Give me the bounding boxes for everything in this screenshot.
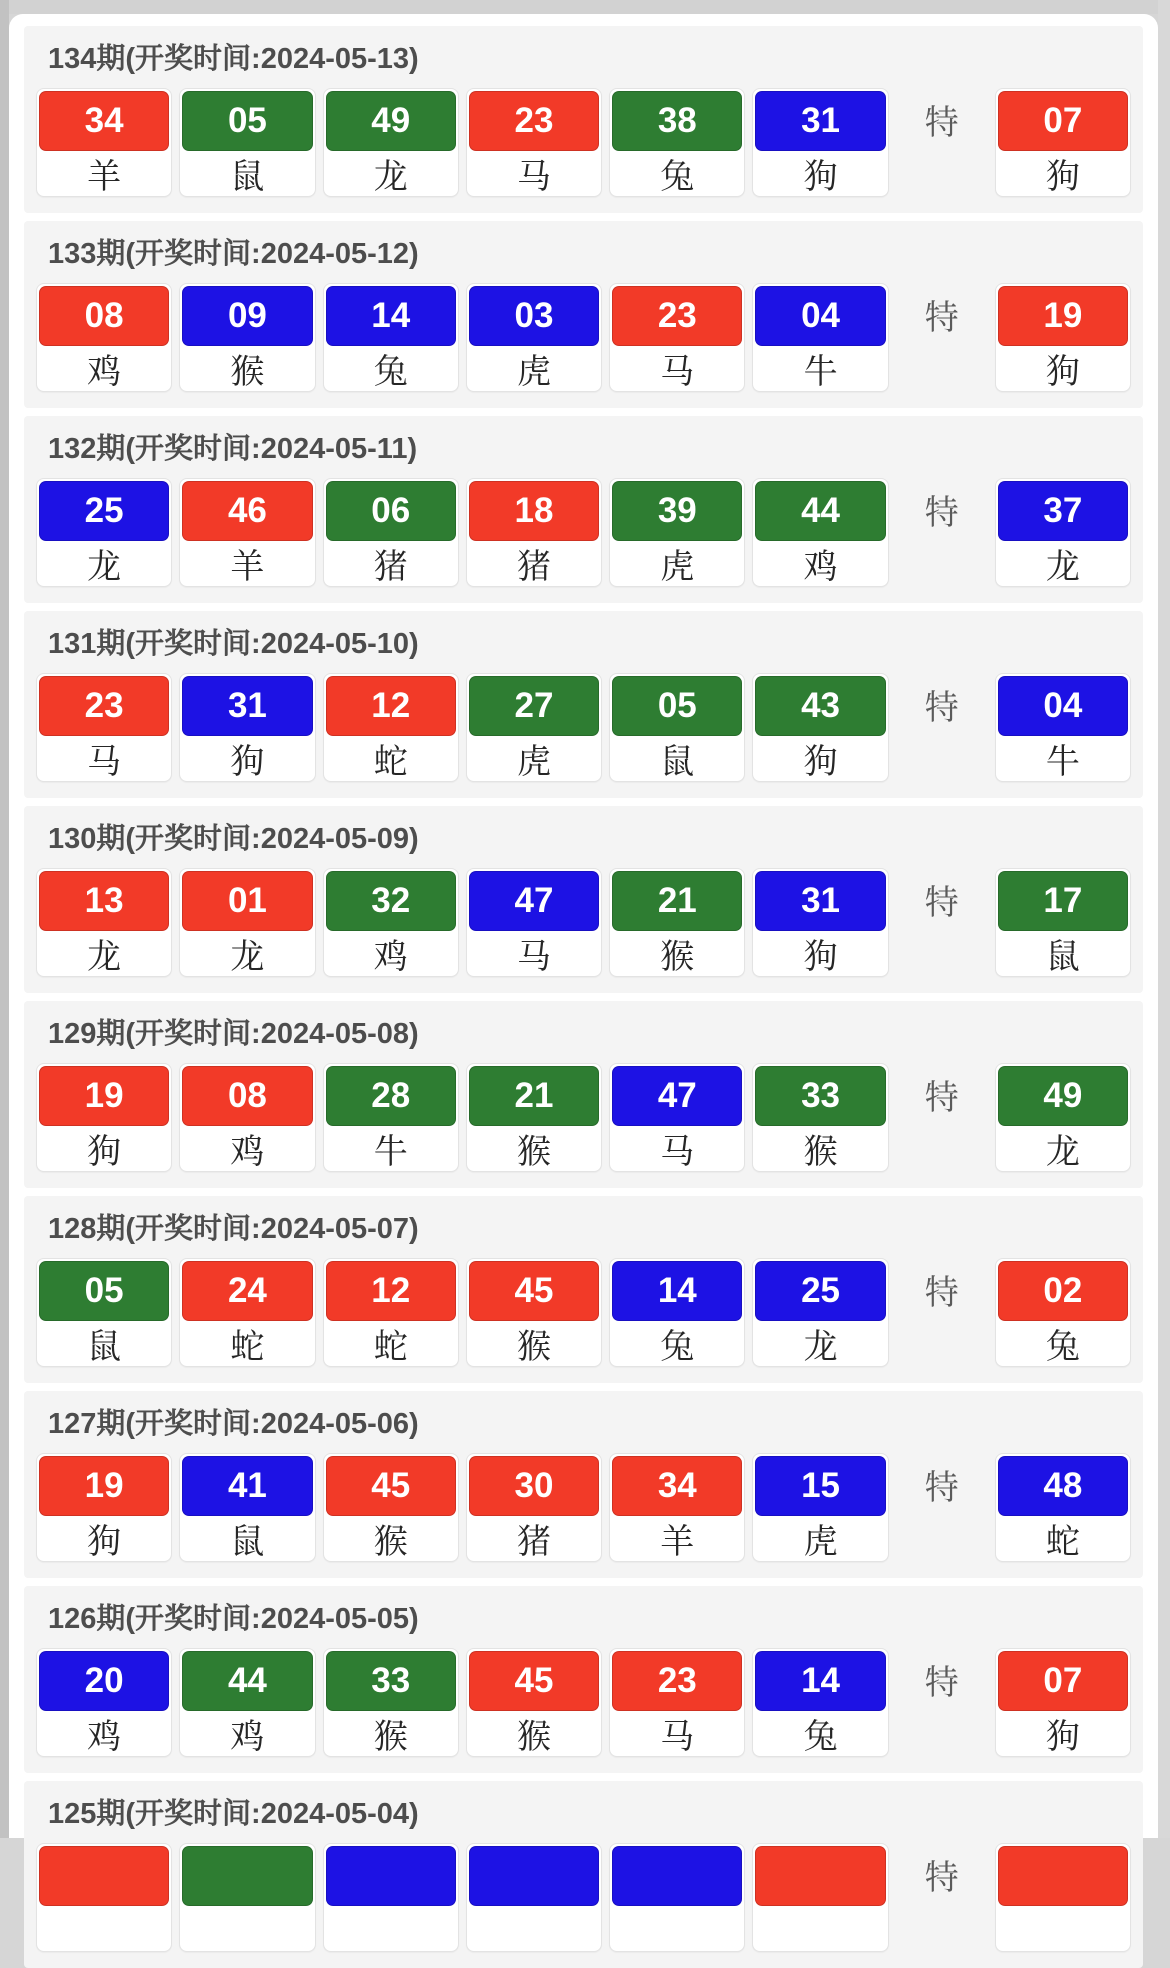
number-ball: 33 bbox=[755, 1066, 885, 1126]
zodiac-label: 狗 bbox=[1045, 353, 1080, 391]
number-ball: 34 bbox=[612, 1456, 742, 1516]
number-ball: 07 bbox=[998, 1651, 1128, 1711]
number-ball: 33 bbox=[326, 1651, 456, 1711]
number-cell bbox=[36, 1258, 172, 1367]
zodiac-label: 狗 bbox=[803, 938, 838, 976]
number-cell bbox=[609, 1063, 745, 1172]
zodiac-label bbox=[998, 1906, 1128, 1951]
special-marker-label: 特 bbox=[924, 688, 959, 727]
number-ball: 31 bbox=[755, 91, 885, 151]
number-cell bbox=[36, 1063, 172, 1172]
zodiac-label: 鸡 bbox=[230, 1133, 265, 1171]
zodiac-label: 龙 bbox=[803, 1328, 838, 1366]
number-ball: 12 bbox=[326, 676, 456, 736]
number-cell bbox=[752, 88, 888, 197]
special-number-cell bbox=[995, 673, 1131, 782]
special-number-cell bbox=[995, 1063, 1131, 1172]
zodiac-label: 龙 bbox=[87, 548, 122, 586]
number-ball: 32 bbox=[326, 871, 456, 931]
zodiac-label: 龙 bbox=[373, 158, 408, 196]
special-marker-label: 特 bbox=[924, 493, 959, 532]
zodiac-label: 鼠 bbox=[660, 743, 695, 781]
number-ball: 04 bbox=[755, 286, 885, 346]
number-ball: 24 bbox=[182, 1261, 312, 1321]
zodiac-label: 鼠 bbox=[230, 1523, 265, 1561]
special-marker-label: 特 bbox=[924, 1273, 959, 1312]
number-ball: 37 bbox=[998, 481, 1128, 541]
period-title: 126期(开奖时间:2024-05-05) bbox=[48, 1603, 419, 1635]
zodiac-label bbox=[469, 1906, 599, 1951]
zodiac-label: 猪 bbox=[373, 548, 408, 586]
number-ball: 04 bbox=[998, 676, 1128, 736]
zodiac-label bbox=[612, 1906, 742, 1951]
number-cell bbox=[323, 283, 459, 392]
period-title: 134期(开奖时间:2024-05-13) bbox=[48, 43, 419, 75]
zodiac-label: 虎 bbox=[660, 548, 695, 586]
number-ball bbox=[755, 1846, 885, 1906]
number-cell bbox=[36, 1453, 172, 1562]
number-cell bbox=[466, 88, 602, 197]
period-block bbox=[24, 416, 1143, 603]
zodiac-label: 猴 bbox=[230, 353, 265, 391]
period-block bbox=[24, 611, 1143, 798]
number-cell bbox=[466, 1453, 602, 1562]
number-cell bbox=[36, 88, 172, 197]
number-ball bbox=[182, 1846, 312, 1906]
number-cell bbox=[609, 283, 745, 392]
number-ball: 06 bbox=[326, 481, 456, 541]
number-cell bbox=[609, 673, 745, 782]
draw-row bbox=[36, 478, 1131, 587]
zodiac-label: 鸡 bbox=[230, 1718, 265, 1756]
zodiac-label: 狗 bbox=[803, 158, 838, 196]
draw-row bbox=[36, 1843, 1131, 1952]
number-cell bbox=[179, 673, 315, 782]
period-block bbox=[24, 1196, 1143, 1383]
number-ball: 13 bbox=[39, 871, 169, 931]
number-cell bbox=[609, 1258, 745, 1367]
number-cell bbox=[466, 1063, 602, 1172]
zodiac-label: 龙 bbox=[1045, 1133, 1080, 1171]
zodiac-label: 兔 bbox=[660, 1328, 695, 1366]
number-cell bbox=[36, 478, 172, 587]
period-title: 129期(开奖时间:2024-05-08) bbox=[48, 1018, 419, 1050]
number-cell bbox=[752, 1258, 888, 1367]
number-cell bbox=[752, 868, 888, 977]
zodiac-label: 马 bbox=[516, 938, 551, 976]
number-ball: 12 bbox=[326, 1261, 456, 1321]
zodiac-label: 猪 bbox=[516, 548, 551, 586]
special-number-cell bbox=[995, 1648, 1131, 1757]
number-ball: 21 bbox=[469, 1066, 599, 1126]
number-ball: 02 bbox=[998, 1261, 1128, 1321]
number-ball: 46 bbox=[182, 481, 312, 541]
number-ball: 14 bbox=[612, 1261, 742, 1321]
number-ball: 18 bbox=[469, 481, 599, 541]
number-ball: 49 bbox=[998, 1066, 1128, 1126]
number-cell bbox=[323, 88, 459, 197]
number-ball: 23 bbox=[469, 91, 599, 151]
zodiac-label: 鼠 bbox=[1045, 938, 1080, 976]
zodiac-label: 羊 bbox=[660, 1523, 695, 1561]
number-ball: 25 bbox=[39, 481, 169, 541]
special-number-cell bbox=[995, 88, 1131, 197]
number-ball: 19 bbox=[39, 1066, 169, 1126]
period-title: 133期(开奖时间:2024-05-12) bbox=[48, 238, 419, 270]
zodiac-label: 马 bbox=[660, 1133, 695, 1171]
zodiac-label: 马 bbox=[660, 353, 695, 391]
number-cell bbox=[323, 1453, 459, 1562]
number-cell bbox=[323, 478, 459, 587]
zodiac-label: 龙 bbox=[87, 938, 122, 976]
draw-row bbox=[36, 1258, 1131, 1367]
number-ball: 38 bbox=[612, 91, 742, 151]
number-cell bbox=[752, 1453, 888, 1562]
number-ball bbox=[469, 1846, 599, 1906]
top-strip bbox=[0, 0, 1170, 14]
number-cell bbox=[323, 1258, 459, 1367]
zodiac-label: 蛇 bbox=[230, 1328, 265, 1366]
number-ball: 45 bbox=[326, 1456, 456, 1516]
special-marker-label: 特 bbox=[924, 298, 959, 337]
number-cell bbox=[466, 673, 602, 782]
results-list bbox=[9, 14, 1158, 1897]
number-cell bbox=[466, 1648, 602, 1757]
number-ball: 34 bbox=[39, 91, 169, 151]
special-number-cell bbox=[995, 283, 1131, 392]
zodiac-label: 鼠 bbox=[230, 158, 265, 196]
period-title: 130期(开奖时间:2024-05-09) bbox=[48, 823, 419, 855]
zodiac-label: 猴 bbox=[516, 1328, 551, 1366]
zodiac-label bbox=[39, 1906, 169, 1951]
period-block bbox=[24, 1001, 1143, 1188]
zodiac-label: 马 bbox=[516, 158, 551, 196]
zodiac-label: 蛇 bbox=[373, 743, 408, 781]
number-cell bbox=[323, 1648, 459, 1757]
zodiac-label: 羊 bbox=[230, 548, 265, 586]
period-block bbox=[24, 806, 1143, 993]
zodiac-label: 羊 bbox=[87, 158, 122, 196]
number-ball bbox=[326, 1846, 456, 1906]
number-cell bbox=[36, 868, 172, 977]
number-cell bbox=[752, 478, 888, 587]
number-ball: 15 bbox=[755, 1456, 885, 1516]
zodiac-label: 狗 bbox=[87, 1133, 122, 1171]
zodiac-label: 狗 bbox=[1045, 158, 1080, 196]
number-cell bbox=[179, 88, 315, 197]
number-ball: 49 bbox=[326, 91, 456, 151]
number-ball: 19 bbox=[39, 1456, 169, 1516]
number-ball: 47 bbox=[612, 1066, 742, 1126]
special-marker-label: 特 bbox=[924, 103, 959, 142]
zodiac-label: 鼠 bbox=[87, 1328, 122, 1366]
number-cell bbox=[36, 1648, 172, 1757]
number-ball: 28 bbox=[326, 1066, 456, 1126]
number-ball: 45 bbox=[469, 1651, 599, 1711]
period-block bbox=[24, 26, 1143, 213]
number-cell bbox=[466, 478, 602, 587]
number-ball: 21 bbox=[612, 871, 742, 931]
zodiac-label: 龙 bbox=[230, 938, 265, 976]
zodiac-label: 鸡 bbox=[87, 1718, 122, 1756]
number-ball: 44 bbox=[755, 481, 885, 541]
number-ball: 19 bbox=[998, 286, 1128, 346]
zodiac-label: 蛇 bbox=[373, 1328, 408, 1366]
number-cell bbox=[466, 283, 602, 392]
number-cell bbox=[609, 88, 745, 197]
number-ball: 39 bbox=[612, 481, 742, 541]
special-number-cell bbox=[995, 1258, 1131, 1367]
zodiac-label: 猴 bbox=[373, 1523, 408, 1561]
number-cell bbox=[752, 283, 888, 392]
number-cell bbox=[609, 478, 745, 587]
number-ball: 14 bbox=[755, 1651, 885, 1711]
zodiac-label bbox=[326, 1906, 456, 1951]
number-ball: 41 bbox=[182, 1456, 312, 1516]
number-ball: 09 bbox=[182, 286, 312, 346]
period-title: 131期(开奖时间:2024-05-10) bbox=[48, 628, 419, 660]
special-number-cell bbox=[995, 478, 1131, 587]
zodiac-label: 猴 bbox=[660, 938, 695, 976]
draw-row bbox=[36, 88, 1131, 197]
zodiac-label: 猴 bbox=[373, 1718, 408, 1756]
special-marker-label: 特 bbox=[924, 1663, 959, 1702]
special-marker-label: 特 bbox=[924, 1078, 959, 1117]
number-cell bbox=[609, 1843, 745, 1952]
zodiac-label bbox=[182, 1906, 312, 1951]
number-ball: 31 bbox=[182, 676, 312, 736]
number-cell bbox=[36, 1843, 172, 1952]
number-ball: 05 bbox=[182, 91, 312, 151]
number-ball: 47 bbox=[469, 871, 599, 931]
zodiac-label: 猪 bbox=[516, 1523, 551, 1561]
right-scrollbar-gutter bbox=[1158, 0, 1170, 1838]
number-cell bbox=[179, 1453, 315, 1562]
period-block bbox=[24, 221, 1143, 408]
number-ball: 23 bbox=[39, 676, 169, 736]
number-cell bbox=[466, 1843, 602, 1952]
number-cell bbox=[323, 1843, 459, 1952]
period-title: 132期(开奖时间:2024-05-11) bbox=[48, 433, 418, 465]
number-ball bbox=[998, 1846, 1128, 1906]
period-block bbox=[24, 1586, 1143, 1773]
special-marker-label: 特 bbox=[924, 1468, 959, 1507]
zodiac-label: 鸡 bbox=[87, 353, 122, 391]
number-cell bbox=[609, 868, 745, 977]
number-cell bbox=[179, 868, 315, 977]
number-ball: 08 bbox=[39, 286, 169, 346]
zodiac-label: 狗 bbox=[87, 1523, 122, 1561]
number-cell bbox=[323, 673, 459, 782]
zodiac-label: 马 bbox=[87, 743, 122, 781]
draw-row bbox=[36, 1063, 1131, 1172]
period-title: 128期(开奖时间:2024-05-07) bbox=[48, 1213, 419, 1245]
zodiac-label: 狗 bbox=[230, 743, 265, 781]
number-ball: 03 bbox=[469, 286, 599, 346]
number-cell bbox=[36, 283, 172, 392]
zodiac-label: 狗 bbox=[803, 743, 838, 781]
special-number-cell bbox=[995, 1843, 1131, 1952]
number-cell bbox=[179, 1063, 315, 1172]
number-cell bbox=[752, 1063, 888, 1172]
zodiac-label: 猴 bbox=[516, 1718, 551, 1756]
draw-row bbox=[36, 868, 1131, 977]
number-cell bbox=[609, 1648, 745, 1757]
draw-row bbox=[36, 1453, 1131, 1562]
zodiac-label: 兔 bbox=[803, 1718, 838, 1756]
number-ball: 27 bbox=[469, 676, 599, 736]
zodiac-label: 虎 bbox=[516, 743, 551, 781]
zodiac-label bbox=[755, 1906, 885, 1951]
number-cell bbox=[466, 868, 602, 977]
number-cell bbox=[752, 1648, 888, 1757]
draw-row bbox=[36, 283, 1131, 392]
zodiac-label: 猴 bbox=[516, 1133, 551, 1171]
number-ball: 05 bbox=[39, 1261, 169, 1321]
zodiac-label: 兔 bbox=[373, 353, 408, 391]
zodiac-label: 蛇 bbox=[1045, 1523, 1080, 1561]
period-block bbox=[24, 1781, 1143, 1968]
zodiac-label: 龙 bbox=[1045, 548, 1080, 586]
zodiac-label: 马 bbox=[660, 1718, 695, 1756]
number-cell bbox=[179, 478, 315, 587]
number-cell bbox=[323, 868, 459, 977]
zodiac-label: 虎 bbox=[516, 353, 551, 391]
draw-row bbox=[36, 673, 1131, 782]
special-marker-label: 特 bbox=[924, 1858, 959, 1897]
period-title: 125期(开奖时间:2024-05-04) bbox=[48, 1798, 419, 1830]
number-ball: 20 bbox=[39, 1651, 169, 1711]
number-cell bbox=[466, 1258, 602, 1367]
number-ball: 05 bbox=[612, 676, 742, 736]
number-ball: 45 bbox=[469, 1261, 599, 1321]
number-ball bbox=[39, 1846, 169, 1906]
number-ball: 23 bbox=[612, 286, 742, 346]
number-ball: 43 bbox=[755, 676, 885, 736]
zodiac-label: 兔 bbox=[1045, 1328, 1080, 1366]
zodiac-label: 牛 bbox=[373, 1133, 408, 1171]
number-ball: 17 bbox=[998, 871, 1128, 931]
number-ball: 23 bbox=[612, 1651, 742, 1711]
zodiac-label: 猴 bbox=[803, 1133, 838, 1171]
number-cell bbox=[179, 1843, 315, 1952]
period-title: 127期(开奖时间:2024-05-06) bbox=[48, 1408, 419, 1440]
number-cell bbox=[323, 1063, 459, 1172]
left-scrollbar-gutter bbox=[0, 0, 9, 1838]
zodiac-label: 兔 bbox=[660, 158, 695, 196]
number-ball: 07 bbox=[998, 91, 1128, 151]
number-cell bbox=[179, 1648, 315, 1757]
special-number-cell bbox=[995, 1453, 1131, 1562]
number-ball: 44 bbox=[182, 1651, 312, 1711]
number-cell bbox=[752, 673, 888, 782]
draw-row bbox=[36, 1648, 1131, 1757]
number-ball: 31 bbox=[755, 871, 885, 931]
number-cell bbox=[179, 283, 315, 392]
zodiac-label: 狗 bbox=[1045, 1718, 1080, 1756]
zodiac-label: 虎 bbox=[803, 1523, 838, 1561]
number-ball: 01 bbox=[182, 871, 312, 931]
period-block bbox=[24, 1391, 1143, 1578]
number-cell bbox=[36, 673, 172, 782]
number-cell bbox=[752, 1843, 888, 1952]
number-ball: 14 bbox=[326, 286, 456, 346]
number-ball: 08 bbox=[182, 1066, 312, 1126]
number-ball: 25 bbox=[755, 1261, 885, 1321]
special-marker-label: 特 bbox=[924, 883, 959, 922]
special-number-cell bbox=[995, 868, 1131, 977]
number-ball bbox=[612, 1846, 742, 1906]
number-cell bbox=[179, 1258, 315, 1367]
number-cell bbox=[609, 1453, 745, 1562]
zodiac-label: 鸡 bbox=[803, 548, 838, 586]
zodiac-label: 牛 bbox=[803, 353, 838, 391]
number-ball: 30 bbox=[469, 1456, 599, 1516]
zodiac-label: 牛 bbox=[1045, 743, 1080, 781]
number-ball: 48 bbox=[998, 1456, 1128, 1516]
zodiac-label: 鸡 bbox=[373, 938, 408, 976]
